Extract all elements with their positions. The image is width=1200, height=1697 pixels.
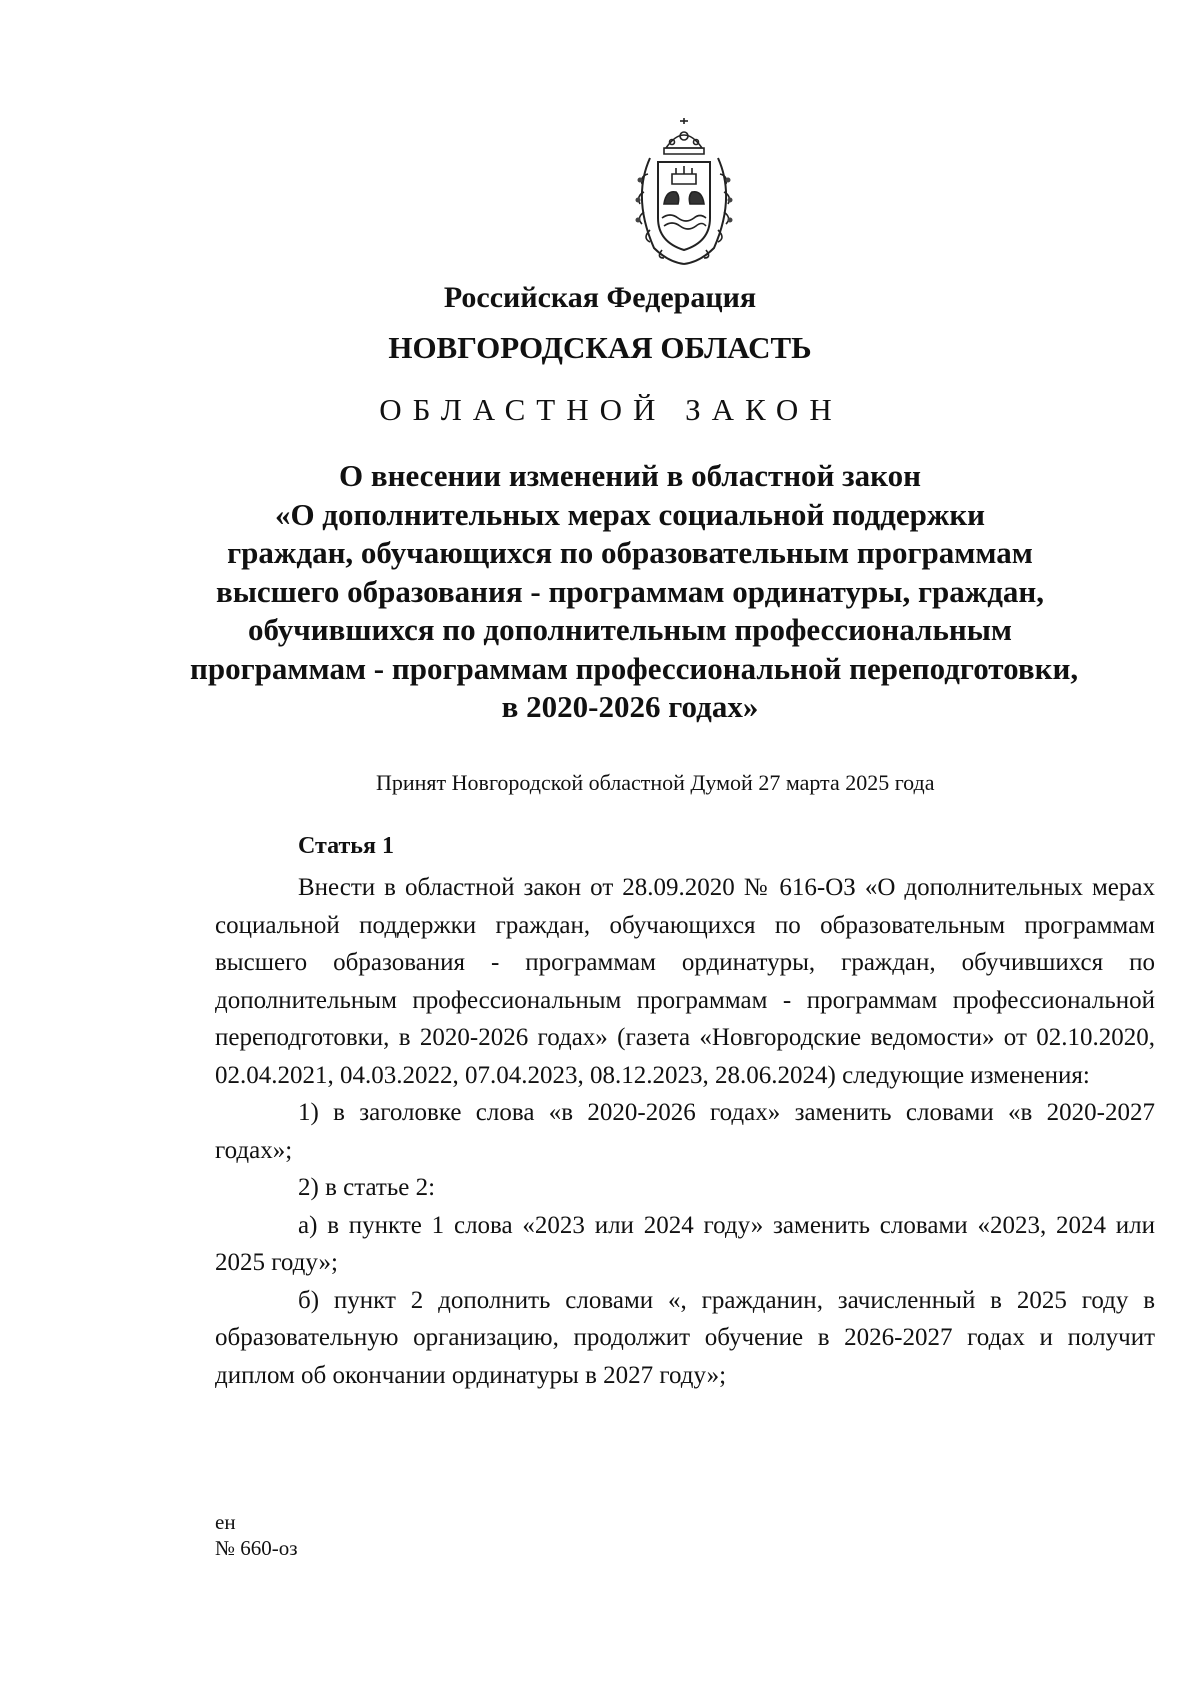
- law-number: № 660-оз: [215, 1536, 298, 1560]
- country-name: Российская Федерация: [443, 281, 757, 314]
- title-line: высшего образования - программам ординатуры, граждан,: [215, 573, 1045, 609]
- title-line: О внесении изменений в областной закон: [339, 458, 921, 493]
- article-body: [215, 869, 1155, 1394]
- document-footer: [215, 1509, 298, 1561]
- law-type: ОБЛАСТНОЙ ЗАКОН: [379, 392, 843, 427]
- article-paragraph: 2) в статье 2:: [298, 1174, 436, 1201]
- title-line: программам - программам профессиональной переподготовки,: [190, 650, 1079, 686]
- article-paragraph: Внести в областной закон от 28.09.2020 № 616-ОЗ «О дополнительных мерах социальной поддержки граждан, обучающихся по образовательным программам высшего образования - программам ординатуры, граждан, обучившихся по дополнительным профессиональным программам - программам профессиональной переподготовки, в 2020-2026 годах» (газета «Новгородские ведомости» от 02.10.2020, 02.04.2021, 04.03.2022, 07.04.2023, 08.12.2023, 28.06.2024) следующие изменения:: [215, 874, 1155, 1089]
- coat-of-arms-emblem: [620, 118, 748, 268]
- adoption-note: Принят Новгородской областной Думой 27 марта 2025 года: [376, 770, 935, 795]
- title-line: обучившихся по дополнительным профессиональным: [247, 612, 1013, 647]
- footer-initials: ен: [215, 1510, 236, 1534]
- region-name: НОВГОРОДСКАЯ ОБЛАСТЬ: [388, 330, 812, 365]
- article-paragraph: б) пункт 2 дополнить словами «, гражданин, зачисленный в 2025 году в образовательную организацию, продолжит обучение в 2026-2027 годах и получит диплом об окончании ординатуры в 2027 году»;: [215, 1286, 1155, 1389]
- article-paragraph: 1) в заголовке слова «в 2020-2026 годах» заменить словами «в 2020-2027 годах»;: [215, 1099, 1155, 1164]
- title-line: в 2020-2026 годах»: [501, 689, 759, 724]
- title-line: «О дополнительных мерах социальной поддержки: [274, 496, 986, 532]
- article-paragraph: а) в пункте 1 слова «2023 или 2024 году» заменить словами «2023, 2024 или 2025 году»;: [215, 1211, 1155, 1276]
- article-heading: Статья 1: [298, 833, 394, 859]
- law-title: [190, 457, 1079, 727]
- title-line: граждан, обучающихся по образовательным программам: [227, 535, 1033, 570]
